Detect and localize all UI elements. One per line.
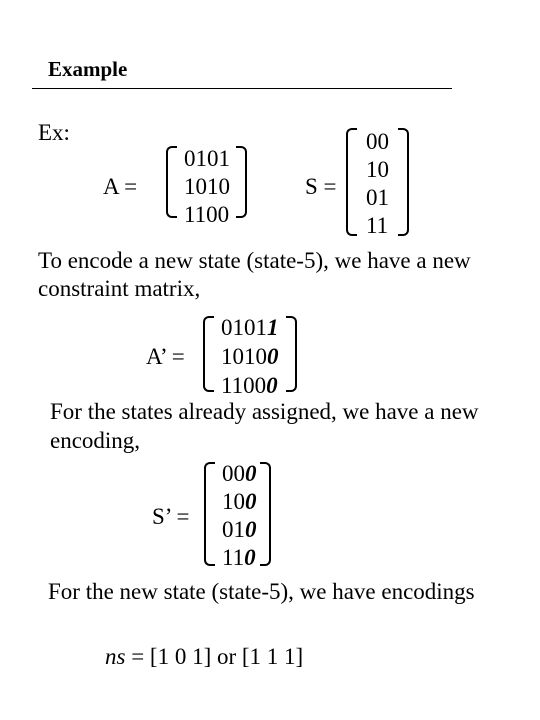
ns-encoding-line (105, 645, 303, 668)
matrix-s-prime-row-2-base: 10 (222, 489, 245, 514)
matrix-s-row-1: 00 (366, 129, 389, 154)
matrix-a-prime-label: A’ = (146, 344, 185, 369)
matrix-s-prime-row-3-added: 0 (245, 517, 257, 542)
matrix-s-prime-row-4-added: 0 (244, 545, 256, 570)
matrix-s-prime-row-4 (222, 546, 256, 569)
example-heading: Example (48, 57, 128, 81)
paragraph-2-line-2: encoding, (50, 428, 141, 453)
matrix-a-prime-row-3-added: 0 (266, 373, 278, 398)
matrix-s-row-2: 10 (366, 157, 389, 182)
paragraph-1-line-2: constraint matrix, (38, 276, 201, 301)
matrix-a-row-2: 1010 (184, 174, 230, 199)
paragraph-2-line-1: For the states already assigned, we have a new (50, 399, 479, 424)
matrix-a-prime-row-2 (221, 345, 279, 368)
matrix-s-prime-label: S’ = (152, 504, 190, 529)
matrix-s-left-bracket (346, 128, 357, 236)
matrix-a-prime-right-bracket (286, 316, 297, 392)
matrix-a-row-3: 1100 (184, 202, 230, 227)
matrix-a-prime-row-3-base: 1100 (221, 373, 267, 398)
ns-values: = [1 0 1] or [1 1 1] (125, 644, 304, 669)
matrix-a-prime-row-2-base: 1010 (221, 344, 267, 369)
matrix-a-label: A = (103, 174, 138, 199)
matrix-a-prime-row-1 (221, 316, 279, 339)
matrix-a-prime-left-bracket (203, 316, 214, 392)
matrix-s-prime-row-1-added: 0 (245, 461, 257, 486)
matrix-s-row-4: 11 (366, 213, 389, 238)
paragraph-3: For the new state (state-5), we have encodings (48, 579, 475, 604)
matrix-a-prime-row-1-added: 1 (267, 315, 279, 340)
ex-label: Ex: (38, 120, 70, 145)
matrix-a-right-bracket (236, 146, 247, 218)
matrix-s-prime-row-2-added: 0 (245, 489, 257, 514)
matrix-s-prime-row-4-base: 11 (222, 545, 245, 570)
matrix-a-left-bracket (166, 146, 177, 218)
matrix-a-prime-row-3 (221, 374, 278, 397)
matrix-s-prime-row-1 (222, 462, 257, 485)
matrix-s-prime-row-1-base: 00 (222, 461, 245, 486)
matrix-s-prime-left-bracket (204, 462, 215, 566)
matrix-a-prime-row-2-added: 0 (267, 344, 279, 369)
matrix-a-prime-row-1-base: 0101 (221, 315, 267, 340)
matrix-s-prime-row-3 (222, 518, 257, 541)
heading-rule (32, 88, 452, 89)
matrix-s-right-bracket (398, 128, 409, 236)
matrix-s-prime-row-3-base: 01 (222, 517, 245, 542)
matrix-s-prime-right-bracket (260, 462, 271, 566)
matrix-s-row-3: 01 (366, 185, 389, 210)
matrix-a-row-1: 0101 (184, 146, 230, 171)
matrix-s-prime-row-2 (222, 490, 257, 513)
matrix-s-label: S = (305, 174, 337, 199)
paragraph-1-line-1: To encode a new state (state-5), we have a new (38, 248, 471, 273)
ns-variable: ns (105, 644, 126, 669)
